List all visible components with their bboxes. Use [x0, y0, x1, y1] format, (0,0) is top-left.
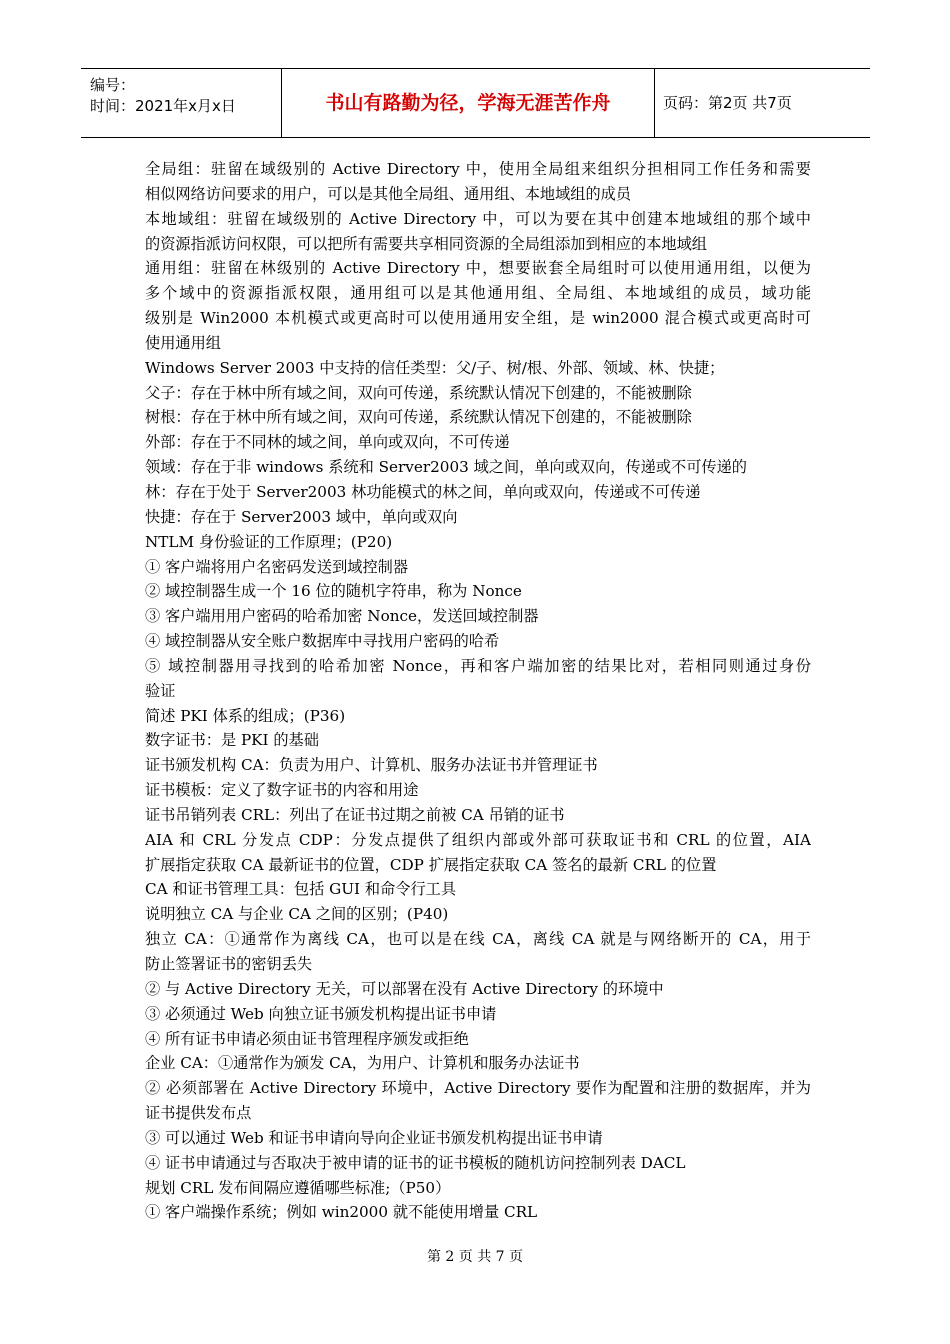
text-line: ② 与 Active Directory 无关，可以部署在没有 Active Directory 的环境中	[145, 979, 664, 998]
text-line: 简述 PKI 体系的组成；(P36)	[145, 706, 346, 725]
text-line: 独立 CA：①通常作为离线 CA，也可以是在线 CA，离线 CA 就是与网络断开的 CA，用于	[145, 930, 811, 949]
text-line: 使用通用组	[145, 333, 221, 352]
text-line: ③ 可以通过 Web 和证书申请向导向企业证书颁发机构提出证书申请	[145, 1128, 603, 1147]
text-line: 证书模板：定义了数字证书的内容和用途	[145, 781, 419, 800]
text-line: AIA 和 CRL 分发点 CDP：分发点提供了组织内部或外部可获取证书和 CRL 的位置，AIA	[145, 830, 811, 849]
page-footer: 第 2 页 共 7 页	[426, 1249, 524, 1265]
text-line: 防止签署证书的密钥丢失	[145, 955, 313, 973]
text-line: 企业 CA：①通常作为颁发 CA，为用户、计算机和服务办法证书	[145, 1054, 580, 1073]
text-line: ② 域控制器生成一个 16 位的随机字符串，称为 Nonce	[145, 582, 522, 601]
text-line: ⑤ 域控制器用寻找到的哈希加密 Nonce，再和客户端加密的结果比对，若相同则通过身份	[145, 656, 811, 675]
text-line: 林：存在于处于 Server2003 林功能模式的林之间，单向或双向，传递或不可传递	[145, 482, 701, 501]
text-line: 证书吊销列表 CRL：列出了在证书过期之前被 CA 吊销的证书	[145, 805, 565, 824]
number-label: 编号：	[90, 76, 136, 94]
text-line: ① 客户端操作系统；例如 win2000 就不能使用增量 CRL	[145, 1203, 538, 1222]
text-line: 验证	[145, 681, 176, 700]
text-line: ④ 所有证书申请必须由证书管理程序颁发或拒绝	[145, 1029, 469, 1048]
text-line: CA 和证书管理工具：包括 GUI 和命令行工具	[145, 880, 457, 899]
text-line: ① 客户端将用户名密码发送到域控制器	[145, 557, 409, 576]
text-line: 多个域中的资源指派权限，通用组可以是其他通用组、全局组、本地域组的成员，域功能	[145, 284, 811, 303]
text-line: 通用组：驻留在林级别的 Active Directory 中，想要嵌套全局组时可以使用通用组，以便为	[145, 259, 811, 278]
header-motto: 书山有路勤为径，学海无涯苦作舟	[282, 69, 655, 137]
text-line: 级别是 Win2000 本机模式或更高时可以使用通用安全组，是 win2000 混合模式或更高时可	[145, 309, 811, 328]
text-line: 本地域组：驻留在域级别的 Active Directory 中，可以为要在其中创建本地域组的那个域中	[145, 209, 811, 228]
text-line: ④ 域控制器从安全账户数据库中寻找用户密码的哈希	[145, 632, 500, 651]
text-line: 证书提供发布点	[145, 1104, 252, 1123]
document-body	[145, 157, 811, 1225]
text-line: ② 必须部署在 Active Directory 环境中，Active Directory 要作为配置和注册的数据库，并为	[145, 1079, 811, 1098]
text-line: 说明独立 CA 与企业 CA 之间的区别；(P40)	[145, 905, 449, 924]
text-line: 扩展指定获取 CA 最新证书的位置，CDP 扩展指定获取 CA 签名的最新 CRL 的位置	[145, 855, 717, 874]
text-line: 数字证书：是 PKI 的基础	[145, 731, 319, 750]
text-line: ④ 证书申请通过与否取决于被申请的证书的证书模板的随机访问控制列表 DACL	[145, 1153, 686, 1172]
text-line: 的资源指派访问权限，可以把所有需要共享相同资源的全局组添加到相应的本地域组	[145, 234, 707, 253]
text-line: NTLM 身份验证的工作原理；(P20)	[145, 532, 393, 551]
text-line: 树根：存在于林中所有域之间，双向可传递，系统默认情况下创建的，不能被删除	[145, 408, 692, 427]
text-line: ③ 客户端用用户密码的哈希加密 Nonce，发送回域控制器	[145, 607, 539, 626]
header-meta	[81, 69, 282, 137]
text-line: 全局组：驻留在域级别的 Active Directory 中，使用全局组来组织分担相同工作任务和需要	[145, 160, 811, 178]
text-line: 快捷：存在于 Server2003 域中，单向或双向	[145, 507, 458, 526]
header-page-label: 页码：第2页 共7页	[663, 94, 792, 112]
text-line: 外部：存在于不同林的域之间，单向或双向，不可传递	[145, 433, 510, 452]
page-header	[81, 68, 870, 138]
text-line: 相似网络访问要求的用户，可以是其他全局组、通用组、本地域组的成员	[145, 184, 631, 203]
text-line: Windows Server 2003 中支持的信任类型：父/子、树/根、外部、领域、林、快捷；	[145, 358, 725, 377]
text-line: 父子：存在于林中所有域之间，双向可传递，系统默认情况下创建的，不能被删除	[145, 383, 692, 402]
text-line: 证书颁发机构 CA：负责为用户、计算机、服务办法证书并管理证书	[145, 756, 598, 775]
text-line: ③ 必须通过 Web 向独立证书颁发机构提出证书申请	[145, 1004, 497, 1023]
text-line: 规划 CRL 发布间隔应遵循哪些标准;（P50）	[145, 1178, 451, 1197]
text-line: 领域：存在于非 windows 系统和 Server2003 域之间，单向或双向，传递或不可传递的	[145, 458, 747, 477]
time-label: 时间：2021年x月x日	[90, 97, 236, 115]
